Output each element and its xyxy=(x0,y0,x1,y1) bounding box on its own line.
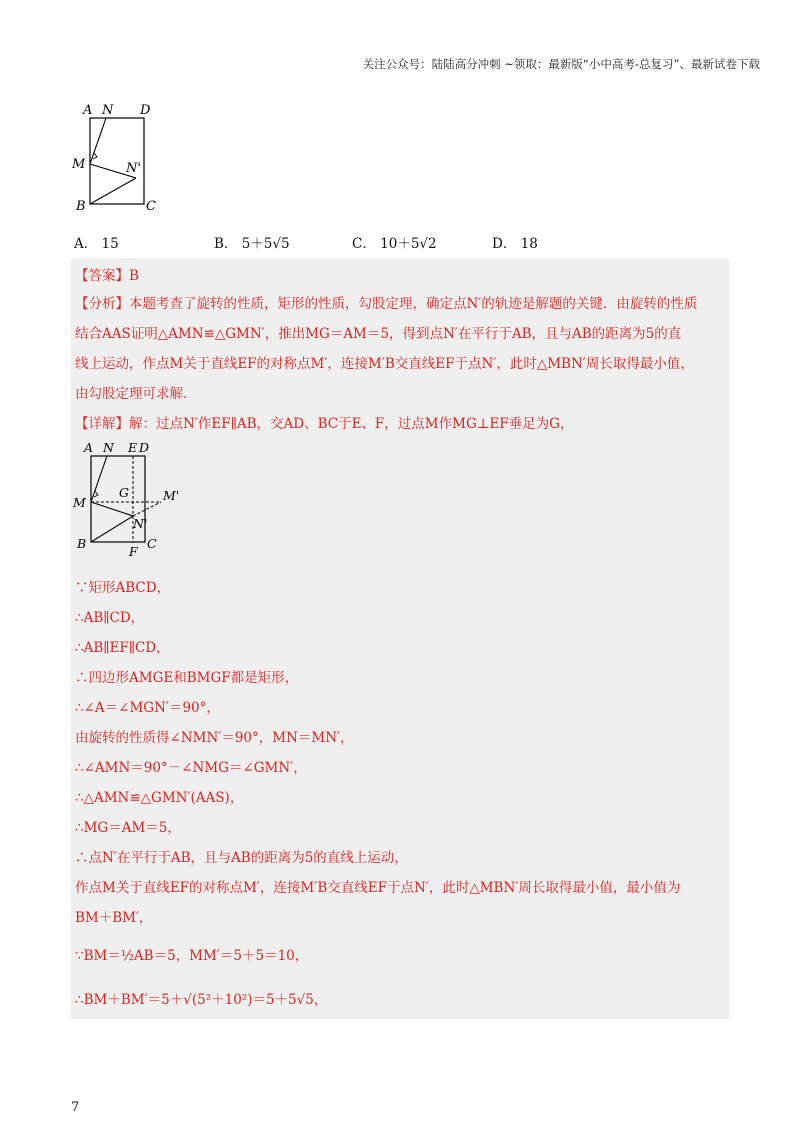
step-8: ∴△AMN≌△GMN′(AAS)， xyxy=(75,790,244,806)
rectangle-figure-2 xyxy=(73,442,183,562)
analysis-line-4: 由勾股定理可求解． xyxy=(75,386,197,402)
page-number: 7 xyxy=(71,1100,80,1115)
answer-line: 【答案】B xyxy=(75,268,139,284)
step-1: ∵矩形ABCD， xyxy=(75,580,171,596)
detail-intro: 【详解】解：过点N′作EF∥AB，交AD、BC于E、F，过点M作MG⊥EF垂足为G， xyxy=(75,416,574,432)
step-14: ∴BM＋BM′＝5＋√(5²＋10²)＝5＋5√5， xyxy=(75,992,328,1008)
step-9: ∴MG＝AM＝5， xyxy=(75,820,181,836)
fig2-label-f: F xyxy=(129,544,138,559)
answer-choices xyxy=(74,232,734,254)
analysis-line-3: 线上运动，作点M关于直线EF的对称点M′，连接M′B交直线EF于点N′，此时△MBN′周长取得最小值， xyxy=(75,356,694,372)
fig1-label-n: N xyxy=(102,103,114,118)
analysis-line-1: 【分析】本题考查了旋转的性质，矩形的性质，勾股定理，确定点N′的轨迹是解题的关键．由旋转的性质 xyxy=(75,296,698,312)
step-13: ∵BM＝½AB＝5，MM′＝5＋5＝10， xyxy=(75,948,309,964)
choice-b: B． 5＋5√5 xyxy=(214,236,290,252)
step-2: ∴AB∥CD， xyxy=(75,610,145,626)
choice-d: D． 18 xyxy=(492,236,538,252)
step-5: ∴∠A＝∠MGN′＝90°， xyxy=(75,700,220,716)
fig1-label-m: M xyxy=(72,157,86,172)
fig2-label-m-prime: M' xyxy=(163,488,180,503)
fig1-label-b: B xyxy=(76,199,86,214)
fig2-label-e: E xyxy=(128,442,138,455)
choice-a: A． 15 xyxy=(74,236,119,252)
step-4: ∴四边形AMGE和BMGF都是矩形， xyxy=(75,670,299,686)
fig2-label-b: B xyxy=(77,536,87,551)
fig1-label-a: A xyxy=(83,103,93,118)
fig1-label-d: D xyxy=(140,103,151,118)
step-6: 由旋转的性质得∠NMN′＝90°，MN＝MN′， xyxy=(75,730,354,746)
fig2-label-g: G xyxy=(119,485,129,500)
rectangle-figure-1 xyxy=(70,98,170,216)
fig2-label-m: M xyxy=(73,495,86,510)
fig2-label-c: C xyxy=(147,536,157,551)
fig2-label-a: A xyxy=(84,442,94,455)
page-header: 关注公众号：陆陆高分冲刺 ~领取：最新版“小中高考-总复习”、最新试卷下载 xyxy=(362,57,760,71)
step-12: BM＋BM′， xyxy=(75,910,153,926)
fig2-label-n: N xyxy=(103,442,114,455)
fig1-label-n-prime: N' xyxy=(126,161,141,176)
choice-c: C． 10＋5√2 xyxy=(352,236,437,252)
step-10: ∴点N′在平行于AB，且与AB的距离为5的直线上运动， xyxy=(75,850,408,866)
step-11: 作点M关于直线EF的对称点M′，连接M′B交直线EF于点N′，此时△MBN′周长取得最小值，最小值为 xyxy=(75,880,681,896)
fig2-label-d: D xyxy=(139,442,150,455)
step-7: ∴∠AMN＝90°－∠NMG＝∠GMN′， xyxy=(75,760,307,776)
fig1-label-c: C xyxy=(146,199,156,214)
analysis-line-2: 结合AAS证明△AMN≌△GMN′，推出MG＝AM＝5，得到点N′在平行于AB，且与AB的距离为5的直 xyxy=(75,326,682,342)
solution-panel xyxy=(71,258,729,1019)
step-3: ∴AB∥EF∥CD， xyxy=(75,640,170,656)
fig2-label-n-prime: N' xyxy=(133,516,148,531)
